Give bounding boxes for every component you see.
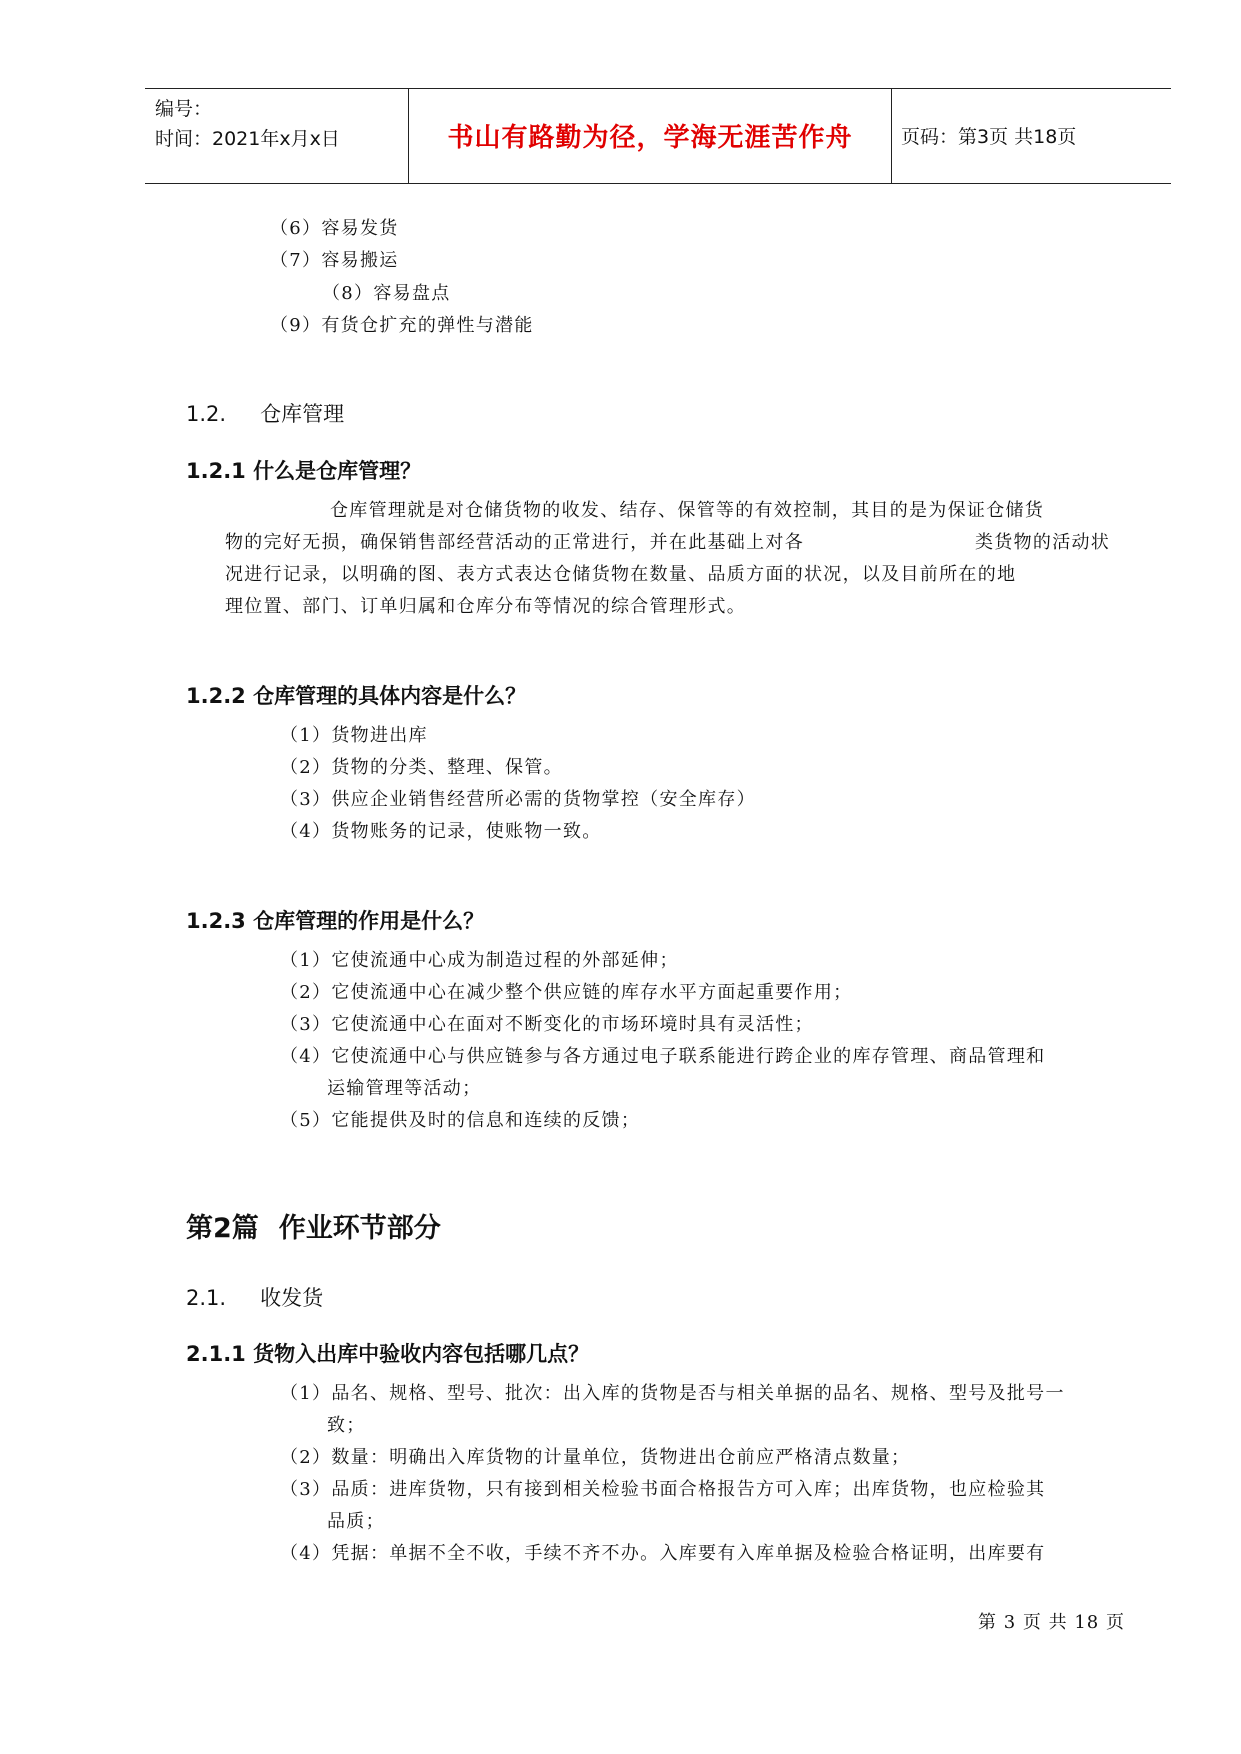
- header-motto: 书山有路勤为径，学海无涯苦作舟: [447, 123, 853, 153]
- list-item: （7）容易搬运: [270, 250, 399, 271]
- list-item: （3）品质：进库货物，只有接到相关检验书面合格报告方可入库；出库货物，也应检验其: [280, 1479, 1046, 1500]
- list-item: （9）有货仓扩充的弹性与潜能: [270, 315, 534, 336]
- subsection-heading: 1.2.2 仓库管理的具体内容是什么？: [186, 684, 527, 708]
- header-page-number: 页码：第3页 共18页: [901, 126, 1077, 148]
- document-date: 时间：2021年x月x日: [155, 128, 340, 150]
- document-number: 编号：: [155, 98, 213, 120]
- subsection-heading: 1.2.1 什么是仓库管理？: [186, 459, 422, 483]
- page-footer: 第 3 页 共 18 页: [978, 1612, 1125, 1633]
- list-item: （3）它使流通中心在面对不断变化的市场环境时具有灵活性；: [280, 1014, 814, 1035]
- list-item: （8）容易盘点: [322, 283, 451, 304]
- list-item: （1）品名、规格、型号、批次：出入库的货物是否与相关单据的品名、规格、型号及批号一: [280, 1383, 1065, 1404]
- page-header: [145, 88, 1171, 184]
- subsection-heading: 1.2.3 仓库管理的作用是什么？: [186, 909, 485, 933]
- list-item: （4）它使流通中心与供应链参与各方通过电子联系能进行跨企业的库存管理、商品管理和: [280, 1046, 1046, 1067]
- list-item-continuation: 致；: [327, 1415, 366, 1436]
- list-item: （2）货物的分类、整理、保管。: [280, 757, 563, 778]
- section-heading: 1.2. 仓库管理: [186, 402, 345, 426]
- subsection-heading: 2.1.1 货物入出库中验收内容包括哪几点？: [186, 1342, 590, 1366]
- list-item: （2）它使流通中心在减少整个供应链的库存水平方面起重要作用；: [280, 982, 853, 1003]
- list-item: （5）它能提供及时的信息和连续的反馈；: [280, 1110, 641, 1131]
- list-item: （3）供应企业销售经营所必需的货物掌控（安全库存）: [280, 789, 756, 810]
- paragraph-line: 况进行记录，以明确的图、表方式表达仓储货物在数量、品质方面的状况，以及目前所在的地: [225, 564, 1017, 585]
- list-item-continuation: 品质；: [327, 1511, 385, 1532]
- list-item: （1）货物进出库: [280, 725, 428, 746]
- list-item: （1）它使流通中心成为制造过程的外部延伸；: [280, 950, 679, 971]
- paragraph-line: 仓库管理就是对仓储货物的收发、结存、保管等的有效控制，其目的是为保证仓储货: [330, 500, 1045, 521]
- list-item: （2）数量：明确出入库货物的计量单位，货物进出仓前应严格清点数量；: [280, 1447, 911, 1468]
- part-heading: 第2篇 作业环节部分: [186, 1213, 441, 1244]
- section-heading: 2.1. 收发货: [186, 1286, 324, 1310]
- paragraph-line: 理位置、部门、订单归属和仓库分布等情况的综合管理形式。: [225, 596, 747, 617]
- paragraph-line: 物的完好无损，确保销售部经营活动的正常进行，并在此基础上对各: [225, 532, 804, 553]
- header-meta: [155, 94, 340, 154]
- list-item-continuation: 运输管理等活动；: [327, 1078, 482, 1099]
- list-item: （4）货物账务的记录，使账物一致。: [280, 821, 602, 842]
- header-divider: [891, 89, 892, 183]
- list-item: （6）容易发货: [270, 218, 399, 239]
- paragraph-line: 类货物的活动状: [975, 532, 1111, 553]
- list-item: （4）凭据：单据不全不收，手续不齐不办。入库要有入库单据及检验合格证明，出库要有: [280, 1543, 1046, 1564]
